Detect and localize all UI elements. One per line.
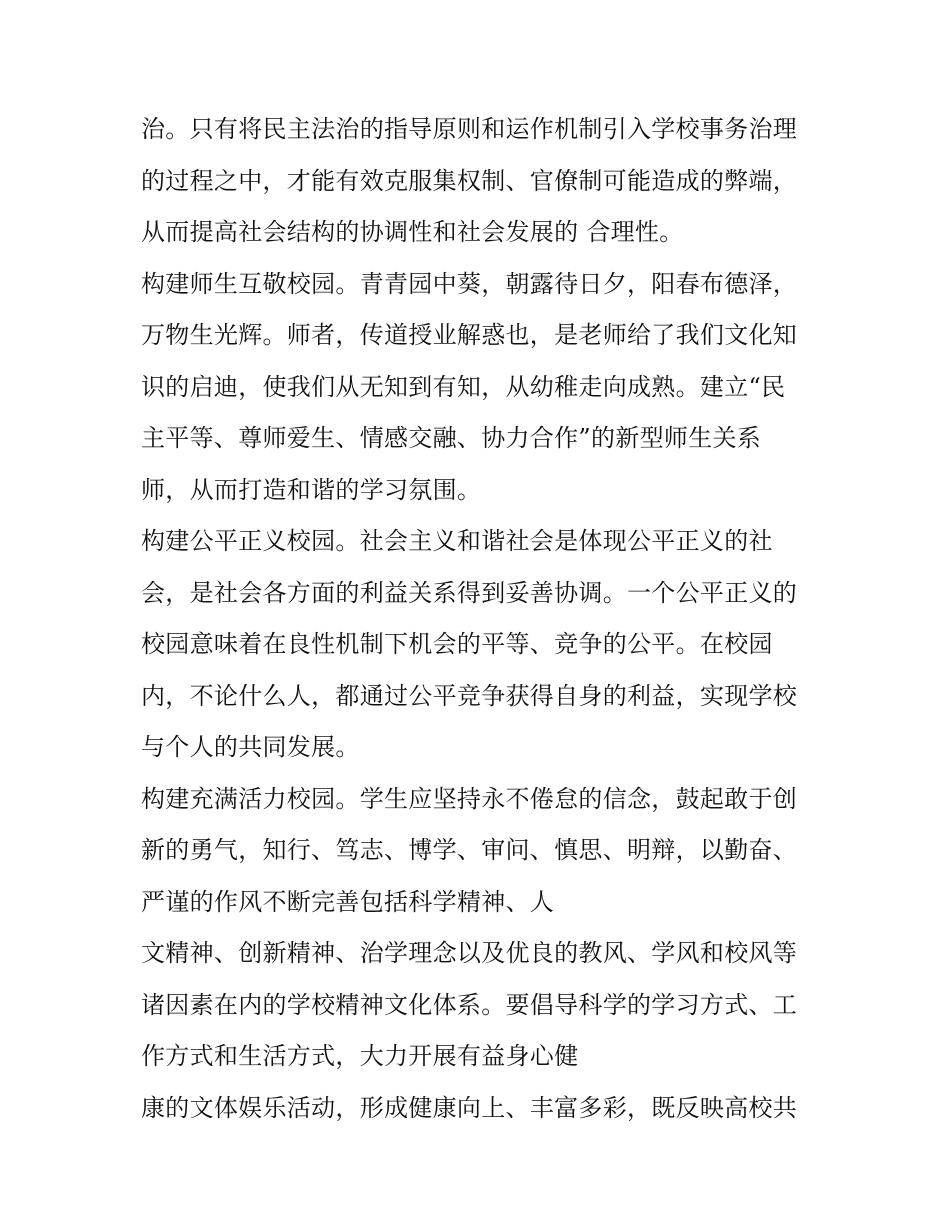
text-line: 会，是社会各方面的利益关系得到妥善协调。一个公平正义的 — [141, 578, 798, 607]
text-line: 的过程之中，才能有效克服集权制、官僚制可能造成的弊端， — [141, 166, 798, 195]
text-line: 识的启迪，使我们从无知到有知，从幼稚走向成熟。建立“民 — [141, 372, 786, 401]
text-line: 构建公平正义校园。社会主义和谐社会是体现公平正义的社 — [141, 527, 773, 555]
document-body — [141, 108, 821, 1138]
text-line: 校园意味着在良性机制下机会的平等、竞争的公平。在校园 — [141, 630, 773, 658]
text-line: 严谨的作风不断完善包括科学精神、人 — [141, 887, 555, 916]
text-line: 作方式和生活方式，大力开展有益身心健 — [141, 1042, 579, 1070]
text-line: 文精神、创新精神、治学理念以及优良的教风、学风和校风等 — [141, 939, 798, 967]
text-line: 构建充满活力校园。学生应坚持永不倦怠的信念，鼓起敢于创 — [141, 784, 798, 813]
text-line: 治。只有将民主法治的指导原则和运作机制引入学校事务治理 — [141, 115, 798, 143]
text-line: 康的文体娱乐活动，形成健康向上、丰富多彩，既反映高校共 — [141, 1093, 798, 1122]
text-line: 主平等、尊师爱生、情感交融、协力合作”的新型师生关系 — [141, 424, 762, 452]
text-line: 从而提高社会结构的协调性和社会发展的 合理性。 — [141, 218, 684, 246]
text-line: 师，从而打造和谐的学习氛围。 — [141, 475, 482, 504]
text-line: 内，不论什么人，都通过公平竞争获得自身的利益，实现学校 — [141, 681, 798, 710]
text-line: 万物生光辉。师者，传道授业解惑也，是老师给了我们文化知 — [141, 321, 798, 349]
text-line: 构建师生互敬校园。青青园中葵，朝露待日夕，阳春布德泽， — [141, 269, 798, 298]
text-line: 与个人的共同发展。 — [141, 733, 360, 761]
text-line: 诸因素在内的学校精神文化体系。要倡导科学的学习方式、工 — [141, 990, 798, 1019]
text-line: 新的勇气，知行、笃志、博学、审问、慎思、明辩，以勤奋、 — [141, 836, 798, 864]
